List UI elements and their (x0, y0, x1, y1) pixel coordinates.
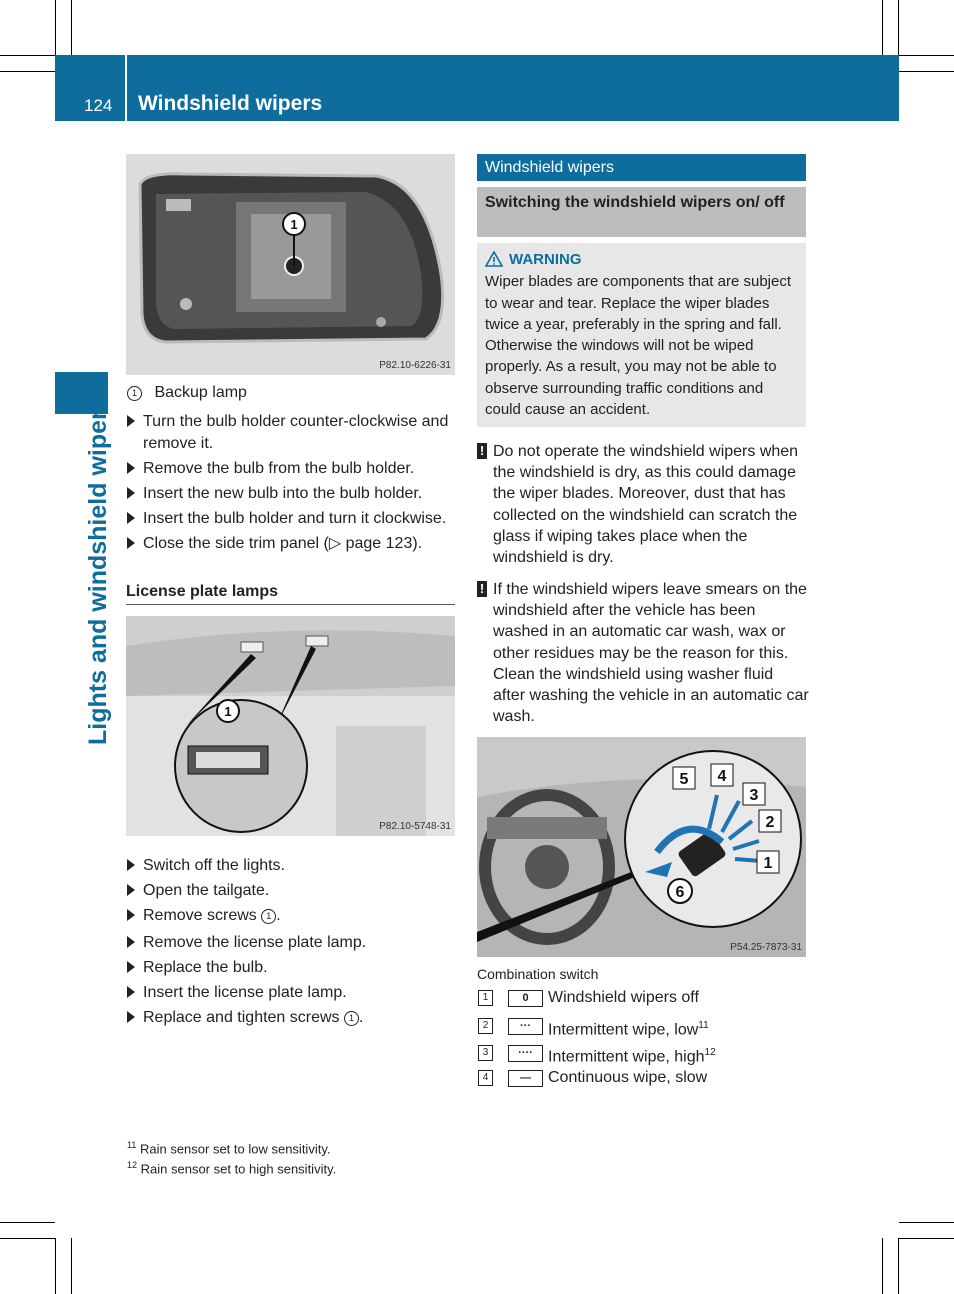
figure-license-plate-lamp (126, 616, 455, 836)
crop-mark (882, 0, 883, 55)
exclamation-icon: ! (477, 443, 487, 459)
note-text: Do not operate the windshield wipers when the windshield is dry, as this could damage the wiper blades. Moreover, dust that has collected on the windshield can scratch the glass if wiping takes place when the windshield is dry. (493, 443, 799, 567)
step-text: Insert the new bulb into the bulb holder. (143, 485, 423, 502)
step-text: Remove the license plate lamp. (143, 934, 367, 951)
crop-mark (0, 55, 55, 56)
step-text: Replace and tighten screws (143, 1009, 340, 1026)
footnote-text: Rain sensor set to high sensitivity. (140, 1161, 337, 1177)
bullet-icon (127, 462, 135, 474)
switch-position-symbol: 0 (508, 990, 543, 1007)
figure-callout-1: 1 (224, 704, 232, 719)
step-item (127, 508, 459, 530)
legend-label (548, 987, 699, 1009)
footnote (127, 1140, 330, 1156)
crop-mark (898, 0, 899, 55)
figure-combination-switch (477, 737, 806, 957)
bullet-icon (127, 961, 135, 973)
note-item (477, 579, 809, 727)
bullet-icon (127, 537, 135, 549)
legend-label: Backup lamp (154, 384, 247, 401)
figure-caption: Combination switch (477, 966, 599, 982)
figure-callout-4: 4 (717, 768, 727, 785)
chapter-title: Lights and windshield wipers (84, 396, 112, 745)
crop-mark (899, 55, 954, 56)
bullet-icon (127, 487, 135, 499)
crop-mark (55, 0, 56, 55)
figure-callout-3: 3 (749, 787, 759, 804)
crop-mark (0, 71, 55, 72)
note-item (477, 441, 809, 568)
crop-mark (55, 1238, 56, 1294)
combination-switch-illustration (477, 737, 806, 957)
step-text: Switch off the lights. (143, 857, 285, 874)
footnote-number: 12 (127, 1160, 138, 1170)
legend-item (127, 382, 247, 403)
bullet-icon (127, 859, 135, 871)
figure-callout-5: 5 (679, 771, 689, 788)
figure-code: P54.25-7873-31 (730, 942, 802, 953)
legend-number: 2 (478, 1018, 493, 1034)
step-item (127, 932, 459, 954)
figure-code: P82.10-5748-31 (379, 821, 451, 832)
bullet-icon (127, 512, 135, 524)
step-text: Remove the bulb from the bulb holder. (143, 460, 415, 477)
warning-text: Wiper blades are components that are subject to wear and tear. Replace the wiper blades twice a year, preferably in the spring and fall. Otherwise the windows will not be wiped properly. As a result, you may not be able to observe surrounding traffic conditions and could cause an accident. (485, 273, 791, 419)
step-text: Insert the license plate lamp. (143, 984, 347, 1001)
step-text: Open the tailgate. (143, 882, 270, 899)
legend-label-text: Windshield wipers off (548, 989, 699, 1006)
step-item: Remove screws 1 . (127, 905, 459, 927)
license-plate-illustration (126, 616, 455, 836)
step-text: Insert the bulb holder and turn it clockwise. (143, 510, 447, 527)
step-item (127, 458, 459, 480)
step-item (127, 880, 459, 902)
switch-position-symbol: ··· (508, 1018, 543, 1035)
figure-callout-2: 2 (765, 814, 775, 831)
crop-mark (71, 1238, 72, 1294)
backup-lamp-illustration (126, 154, 455, 375)
warning-triangle-icon (485, 251, 503, 267)
footnote-ref: 11 (698, 1020, 709, 1031)
legend-number: 1 (478, 990, 493, 1006)
bullet-icon (127, 1011, 135, 1023)
step-text: Remove screws (143, 907, 257, 924)
step-item (127, 957, 459, 979)
subsection-heading: Switching the windshield wipers on/ off (477, 187, 806, 237)
exclamation-icon: ! (477, 581, 487, 597)
callout-number: 1 (261, 909, 276, 924)
crop-mark (899, 1222, 954, 1223)
step-text: Close the side trim panel (▷ page 123). (143, 535, 423, 552)
legend-label-text: Intermittent wipe, low (548, 1021, 699, 1039)
crop-mark (0, 1238, 55, 1239)
subheading-license-plate-lamps: License plate lamps (126, 583, 455, 605)
crop-mark (899, 1238, 954, 1239)
crop-mark (0, 1222, 55, 1223)
warning-heading (485, 249, 798, 270)
callout-number: 1 (127, 386, 142, 401)
legend-label (548, 1042, 716, 1068)
bullet-icon (127, 884, 135, 896)
step-item (127, 411, 459, 455)
footnote-number: 11 (127, 1140, 137, 1150)
crop-mark (71, 0, 72, 55)
step-item (127, 982, 459, 1004)
step-item (127, 533, 459, 555)
warning-box (477, 243, 806, 427)
crop-mark (899, 71, 954, 72)
section-heading: Windshield wipers (477, 154, 806, 181)
figure-code: P82.10-6226-31 (379, 360, 451, 371)
bullet-icon (127, 415, 135, 427)
legend-number: 4 (478, 1070, 493, 1086)
switch-position-symbol: — (508, 1070, 543, 1087)
note-text: If the windshield wipers leave smears on the windshield after the vehicle has been washed in an automatic car wash, wax or other residues may be the reason for this. Clean the windshield using washer fluid after washing the vehicle in an automatic car wash. (493, 581, 809, 726)
legend-label (548, 1015, 709, 1041)
switch-position-symbol: ···· (508, 1045, 543, 1062)
callout-number: 1 (344, 1011, 359, 1026)
legend-label-text: Intermittent wipe, high (548, 1048, 705, 1066)
footnote-text: Rain sensor set to low sensitivity. (139, 1141, 331, 1157)
step-text: Turn the bulb holder counter-clockwise and remove it. (143, 413, 449, 452)
bullet-icon (127, 936, 135, 948)
figure-callout-1: 1 (290, 217, 298, 232)
bullet-icon (127, 909, 135, 921)
warning-title: WARNING (509, 251, 582, 268)
header-divider (125, 55, 127, 121)
footnote-ref: 12 (704, 1047, 716, 1058)
footnote (127, 1160, 336, 1176)
step-item: Replace and tighten screws 1 . (127, 1007, 459, 1029)
page-title: Windshield wipers (138, 92, 323, 115)
page-number: 124 (84, 96, 113, 115)
bullet-icon (127, 986, 135, 998)
step-item (127, 483, 459, 505)
crop-mark (898, 1238, 899, 1294)
crop-mark (882, 1238, 883, 1294)
legend-label-text: Continuous wipe, slow (548, 1069, 708, 1086)
legend-label (548, 1067, 707, 1089)
figure-callout-6: 6 (675, 884, 685, 901)
legend-number: 3 (478, 1045, 493, 1061)
step-item (127, 855, 459, 877)
figure-backup-lamp (126, 154, 455, 375)
step-text: Replace the bulb. (143, 959, 268, 976)
figure-callout-1: 1 (763, 855, 773, 872)
